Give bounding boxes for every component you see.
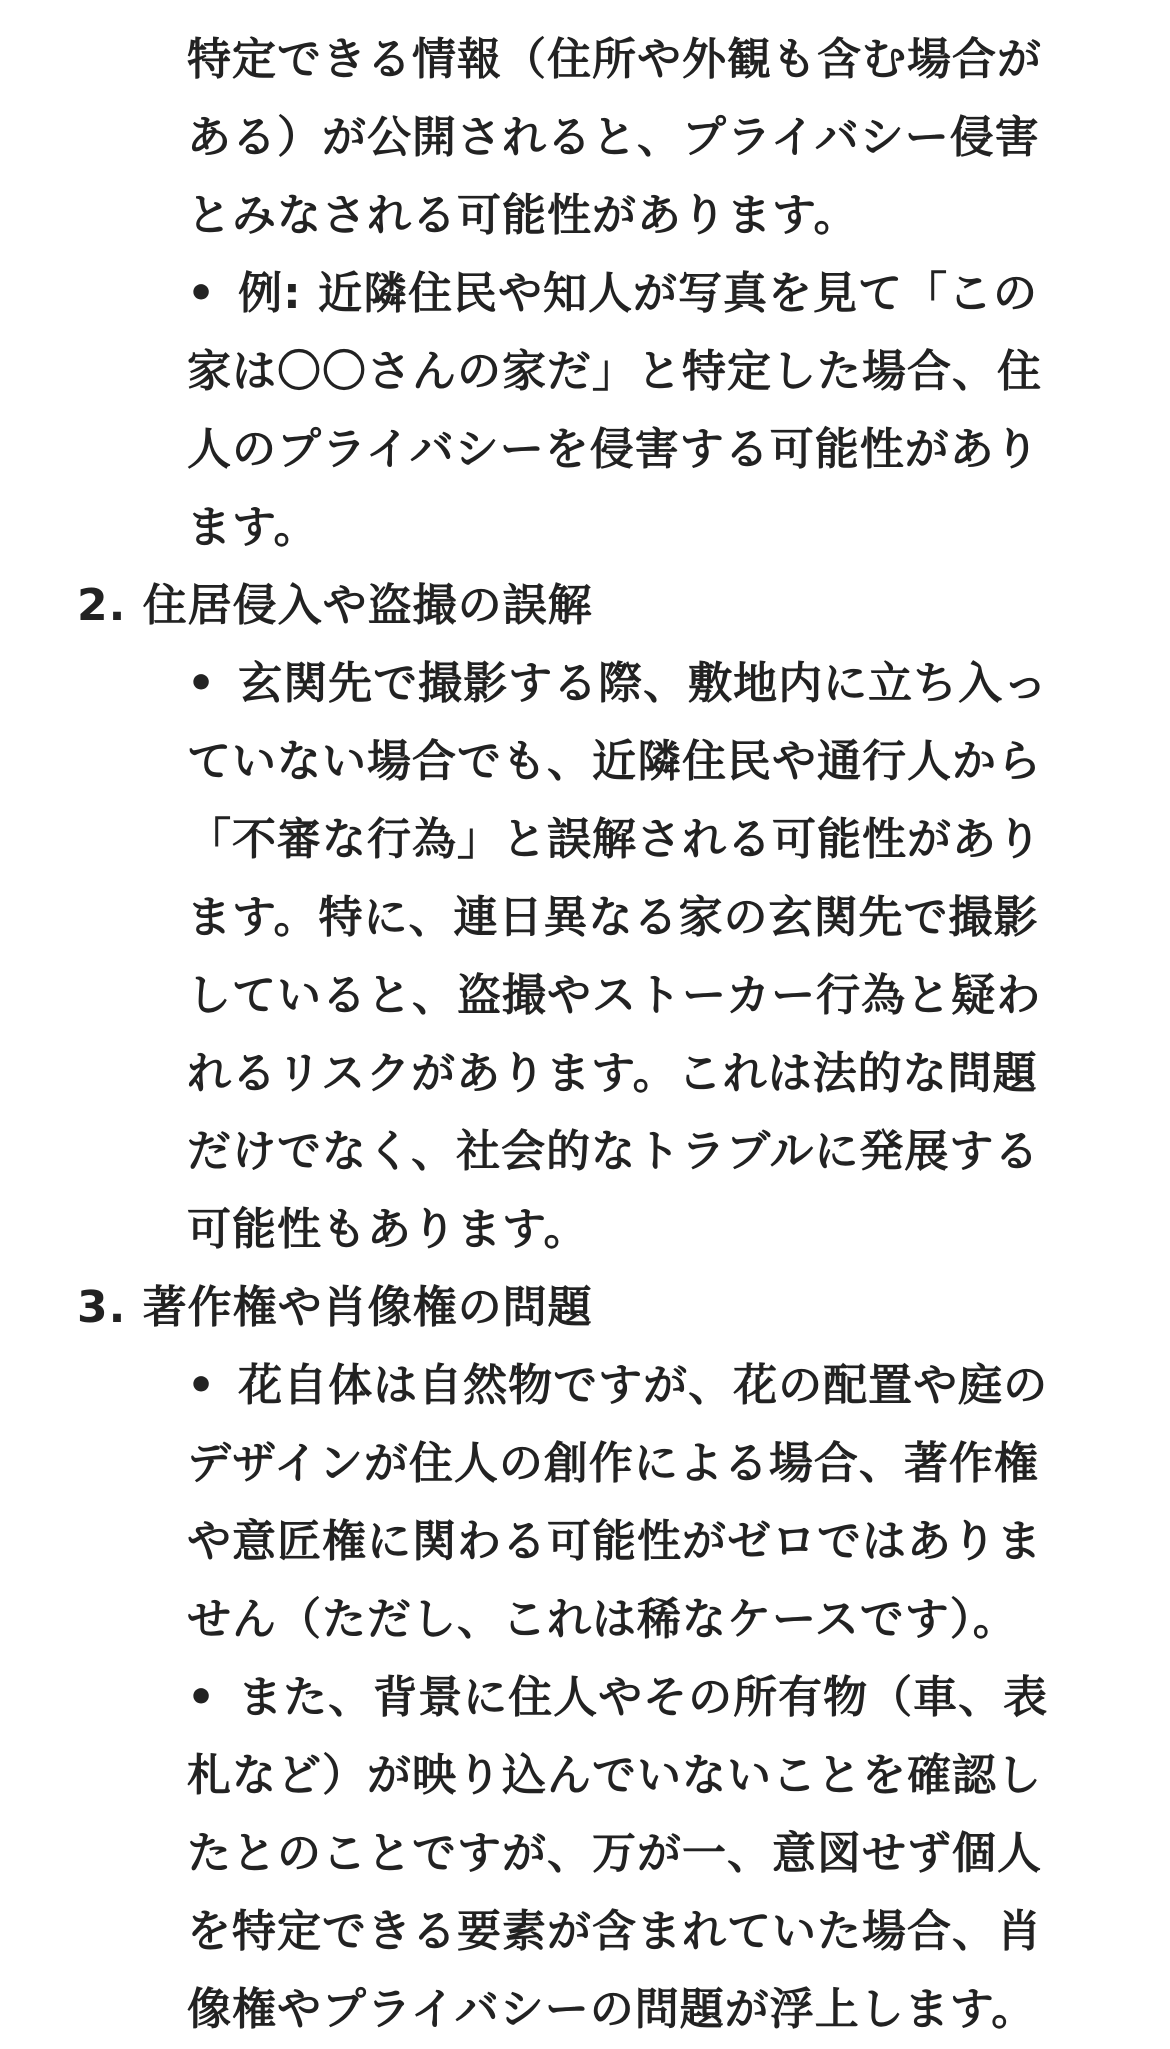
bullet-item — [187, 645, 1048, 723]
section-heading: 2. 住居侵入や盗撮の誤解 — [77, 580, 593, 631]
text-line: ていない場合でも、近隣住民や通行人から — [187, 736, 1042, 787]
text-line: ある）が公開されると、プライバシー侵害 — [187, 112, 1040, 163]
bullet-item — [187, 255, 1038, 333]
text-line: 花自体は自然物ですが、花の配置や庭の — [238, 1360, 1049, 1411]
text-line: せん（ただし、これは稀なケースです）。 — [187, 1594, 1018, 1645]
bullet-icon: • — [187, 1672, 217, 1723]
text-line: や意匠権に関わる可能性がゼロではありま — [187, 1516, 1042, 1567]
text-line: 可能性もあります。 — [187, 1204, 589, 1255]
text-line: 「不審な行為」と誤解される可能性があり — [187, 814, 1042, 865]
text-line: れるリスクがあります。これは法的な問題 — [187, 1048, 1038, 1099]
text-line: たとのことですが、万が一、意図せず個人 — [187, 1828, 1042, 1879]
text-line: 像権やプライバシーの問題が浮上します。 — [187, 1984, 1037, 2035]
text-line: 例: 近隣住民や知人が写真を見て「この — [238, 268, 1039, 319]
text-line: 特定できる情報（住所や外観も含む場合が — [187, 34, 1042, 85]
bullet-icon: • — [187, 658, 217, 709]
text-line: 札など）が映り込んでいないことを確認し — [187, 1750, 1042, 1801]
section-heading: 3. 著作権や肖像権の問題 — [77, 1282, 593, 1333]
text-line: また、背景に住人やその所有物（車、表 — [238, 1672, 1049, 1723]
text-line: ます。 — [187, 502, 319, 553]
bullet-item — [187, 1347, 1048, 1425]
text-line: していると、盗撮やストーカー行為と疑わ — [187, 970, 1042, 1021]
bullet-icon: • — [187, 268, 217, 319]
text-line: 玄関先で撮影する際、敷地内に立ち入っ — [238, 658, 1049, 709]
text-line: 家は〇〇さんの家だ」と特定した場合、住 — [187, 346, 1042, 397]
text-line: デザインが住人の創作による場合、著作権 — [187, 1438, 1039, 1489]
bullet-icon: • — [187, 1360, 217, 1411]
bullet-item — [187, 1659, 1048, 1737]
text-line: だけでなく、社会的なトラブルに発展する — [187, 1126, 1040, 1177]
text-line: とみなされる可能性があります。 — [187, 190, 859, 241]
text-line: を特定できる要素が含まれていた場合、肖 — [187, 1906, 1042, 1957]
text-line: 人のプライバシーを侵害する可能性があり — [187, 424, 1040, 475]
text-line: ます。特に、連日異なる家の玄関先で撮影 — [187, 892, 1039, 943]
